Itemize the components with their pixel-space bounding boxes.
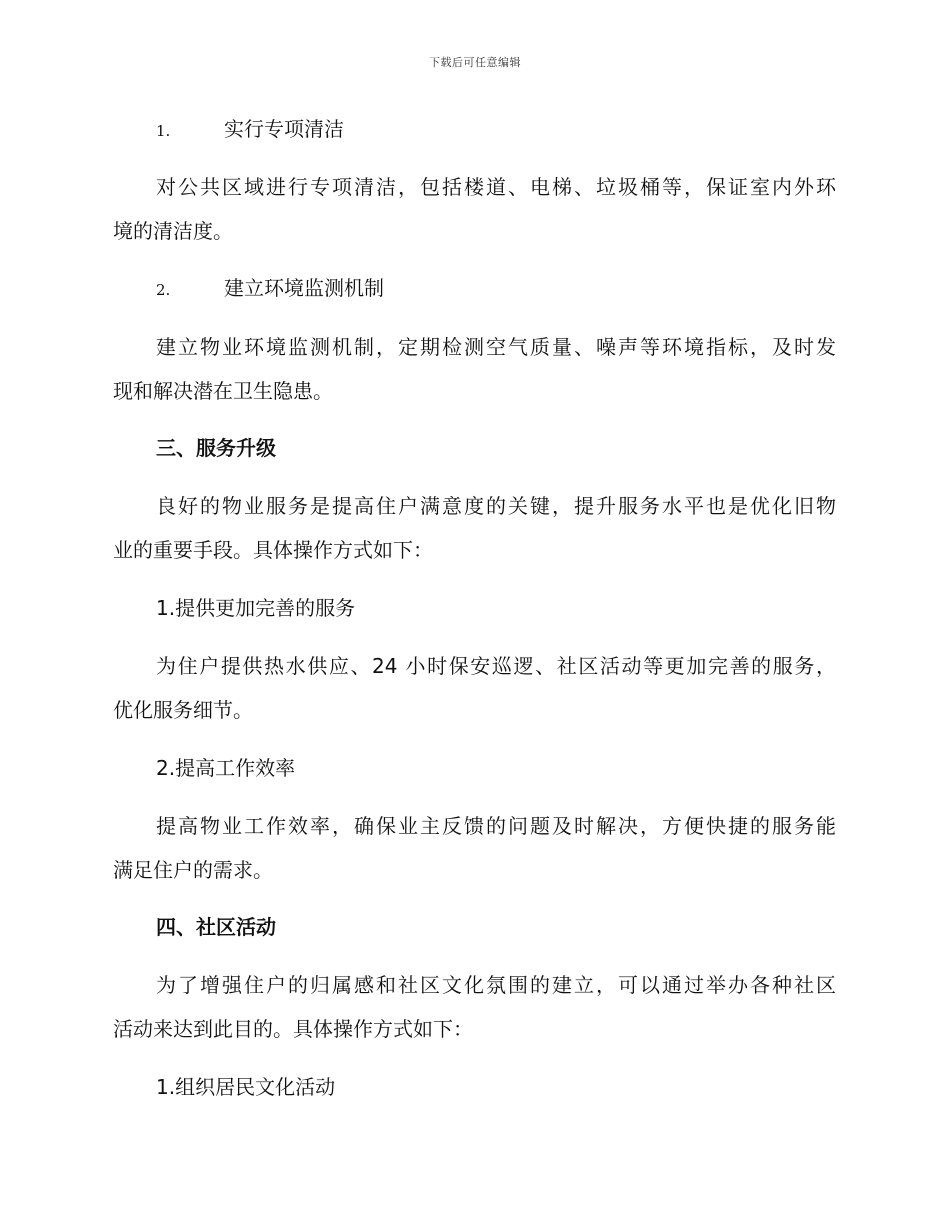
section4-heading: 四、社区活动 (156, 915, 276, 939)
item2-body-line2: 现和解决潜在卫生隐患。 (113, 379, 333, 403)
section4-body-line2: 活动来达到此目的。具体操作方式如下： (113, 1017, 473, 1041)
item2-heading (156, 274, 836, 304)
item2-title: 建立环境监测机制 (224, 276, 384, 300)
section3-item2-body-line2: 满足住户的需求。 (113, 858, 273, 882)
section4-item1-title: 1.组织居民文化活动 (156, 1075, 336, 1099)
item1-number: 1. (156, 122, 171, 140)
item2-number: 2. (156, 281, 171, 299)
section4-body-line1: 为了增强住户的归属感和社区文化氛围的建立，可以通过举办各种社区 (156, 973, 836, 997)
section3-item1-body-line1: 为住户提供热水供应、24 小时保安巡逻、社区活动等更加完善的服务， (156, 654, 836, 678)
item1-body-line1: 对公共区域进行专项清洁，包括楼道、电梯、垃圾桶等，保证室内外环 (156, 175, 836, 199)
section3-heading: 三、服务升级 (156, 436, 276, 460)
section3-body-line1: 良好的物业服务是提高住户满意度的关键，提升服务水平也是优化旧物 (156, 494, 836, 518)
item1-heading (156, 115, 836, 145)
item1-title: 实行专项清洁 (224, 117, 344, 141)
item1-body-line2: 境的清洁度。 (113, 219, 233, 243)
page-header: 下载后可任意编辑 (429, 56, 521, 69)
section3-item2-title: 2.提高工作效率 (156, 756, 296, 780)
section3-item1-body-line2: 优化服务细节。 (113, 698, 253, 722)
section3-item1-title: 1.提供更加完善的服务 (156, 596, 356, 620)
item2-body-line1: 建立物业环境监测机制，定期检测空气质量、噪声等环境指标，及时发 (156, 335, 836, 359)
section3-body-line2: 业的重要手段。具体操作方式如下： (113, 538, 433, 562)
section3-item2-body-line1: 提高物业工作效率，确保业主反馈的问题及时解决，方便快捷的服务能 (156, 814, 836, 838)
